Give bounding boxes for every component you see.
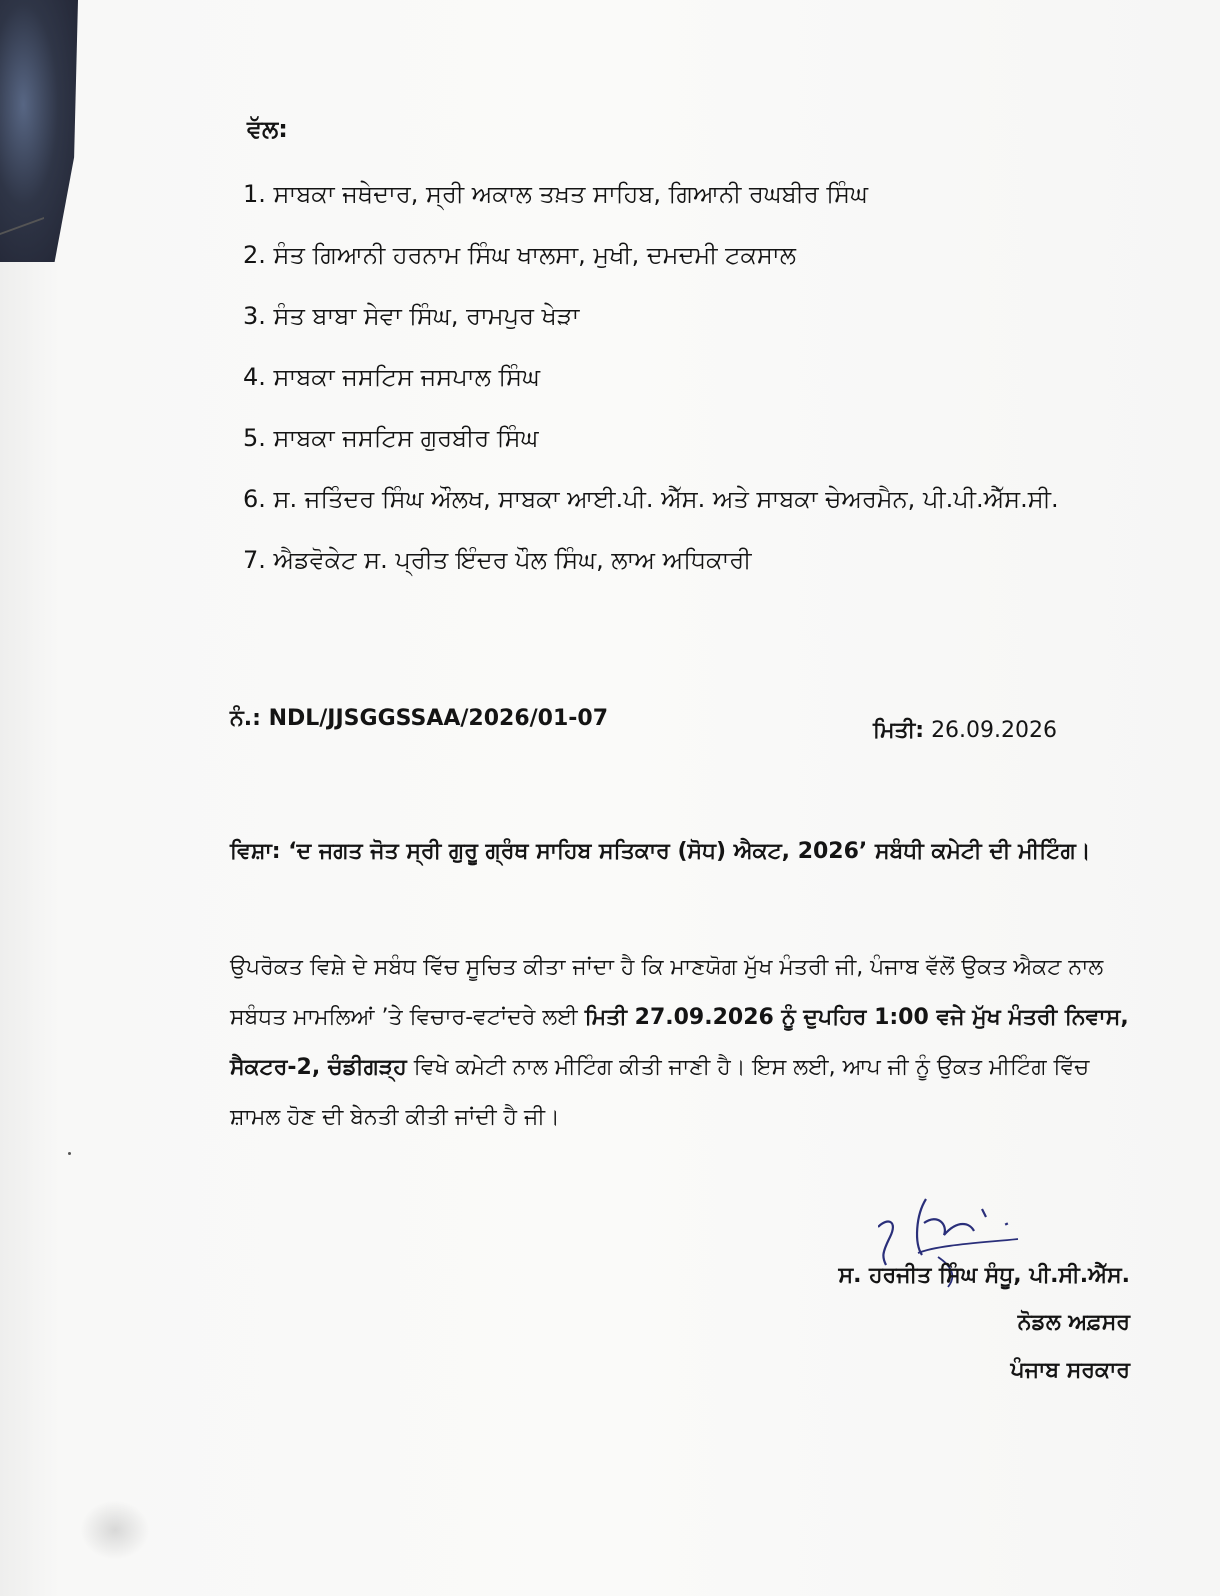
body-text-bold: ਮਿਤੀ 27.09.2026 ਨੂੰ ਦੁਪਹਿਰ 1:00 ਵਜੇ ਮੁੱਖ ਮੰਤਰੀ ਨਿਵਾਸ, ਸੈਕਟਰ-2, ਚੰਡੀਗੜ੍ਹ <box>230 1005 1129 1080</box>
date-label: ਮਿਤੀ: <box>873 718 925 743</box>
recipient-item: 5. ਸਾਬਕਾ ਜਸਟਿਸ ਗੁਰਬੀਰ ਸਿੰਘ <box>243 424 539 452</box>
recipient-item: 7. ਐਡਵੋਕੇਟ ਸ. ਪ੍ਰੀਤ ਇੰਦਰ ਪੌਲ ਸਿੰਘ, ਲਾਅ ਅਧਿਕਾਰੀ <box>243 546 752 574</box>
scan-speck <box>68 1152 71 1155</box>
scan-smudge <box>80 1500 150 1560</box>
reference-number: ਨੰ.: NDL/JJSGGSSAA/2026/01-07 <box>230 706 609 731</box>
recipient-list <box>243 180 1059 607</box>
signatory-name: ਸ. ਹਰਜੀਤ ਸਿੰਘ ਸੰਧੂ, ਪੀ.ਸੀ.ਐੱਸ. <box>838 1263 1130 1288</box>
recipient-item: 3. ਸੰਤ ਬਾਬਾ ਸੇਵਾ ਸਿੰਘ, ਰਾਮਪੁਰ ਖੇੜਾ <box>243 302 580 330</box>
recipient-item: 2. ਸੰਤ ਗਿਆਨੀ ਹਰਨਾਮ ਸਿੰਘ ਖਾਲਸਾ, ਮੁਖੀ, ਦਮਦਮੀ ਟਕਸਾਲ <box>243 241 796 269</box>
letter-date <box>873 718 1057 743</box>
date-value: 26.09.2026 <box>931 718 1058 743</box>
body-text-part1: ਉਪਰੋਕਤ ਵਿਸ਼ੇ ਦੇ ਸਬੰਧ ਵਿੱਚ ਸੂਚਿਤ ਕੀਤਾ ਜਾਂਦਾ ਹੈ ਕਿ ਮਾਣਯੋਗ ਮੁੱਖ ਮੰਤਰੀ ਜੀ, ਪੰਜਾਬ ਵੱਲੋਂ ਉਕਤ ਐਕਟ ਨਾਲ ਸਬੰਧਤ ਮਾਮਲਿਆਂ ’ਤੇ ਵਿਚਾਰ-ਵਟਾਂਦਰੇ ਲਈ <box>230 955 1104 1030</box>
signatory-designation: ਨੋਡਲ ਅਫ਼ਸਰ <box>1017 1310 1130 1335</box>
subject-line: ਵਿਸ਼ਾ: ‘ਦ ਜਗਤ ਜੋਤ ਸ੍ਰੀ ਗੁਰੂ ਗ੍ਰੰਥ ਸਾਹਿਬ ਸਤਿਕਾਰ (ਸੋਧ) ਐਕਟ, 2026’ ਸਬੰਧੀ ਕਮੇਟੀ ਦੀ ਮੀਟਿੰਗ। <box>230 839 1091 864</box>
recipient-item: 6. ਸ. ਜਤਿੰਦਰ ਸਿੰਘ ਔਲਖ, ਸਾਬਕਾ ਆਈ.ਪੀ. ਐੱਸ. ਅਤੇ ਸਾਬਕਾ ਚੇਅਰਮੈਨ, ਪੀ.ਪੀ.ਐੱਸ.ਸੀ. <box>243 485 1059 513</box>
body-text-part2: ਵਿਖੇ ਕਮੇਟੀ ਨਾਲ ਮੀਟਿੰਗ ਕੀਤੀ ਜਾਣੀ ਹੈ। ਇਸ ਲਈ, ਆਪ ਜੀ ਨੂੰ ਉਕਤ ਮੀਟਿੰਗ ਵਿੱਚ ਸ਼ਾਮਲ ਹੋਣ ਦੀ ਬੇਨਤੀ ਕੀਤੀ ਜਾਂਦੀ ਹੈ ਜੀ। <box>230 1055 1090 1130</box>
recipient-item: 4. ਸਾਬਕਾ ਜਸਟਿਸ ਜਸਪਾਲ ਸਿੰਘ <box>243 363 541 391</box>
body-paragraph <box>230 943 1130 1143</box>
recipient-item: 1. ਸਾਬਕਾ ਜਥੇਦਾਰ, ਸ੍ਰੀ ਅਕਾਲ ਤਖ਼ਤ ਸਾਹਿਬ, ਗਿਆਨੀ ਰਘਬੀਰ ਸਿੰਘ <box>243 180 868 208</box>
to-label: ਵੱਲ: <box>247 115 288 143</box>
signatory-office: ਪੰਜਾਬ ਸਰਕਾਰ <box>1010 1358 1130 1383</box>
